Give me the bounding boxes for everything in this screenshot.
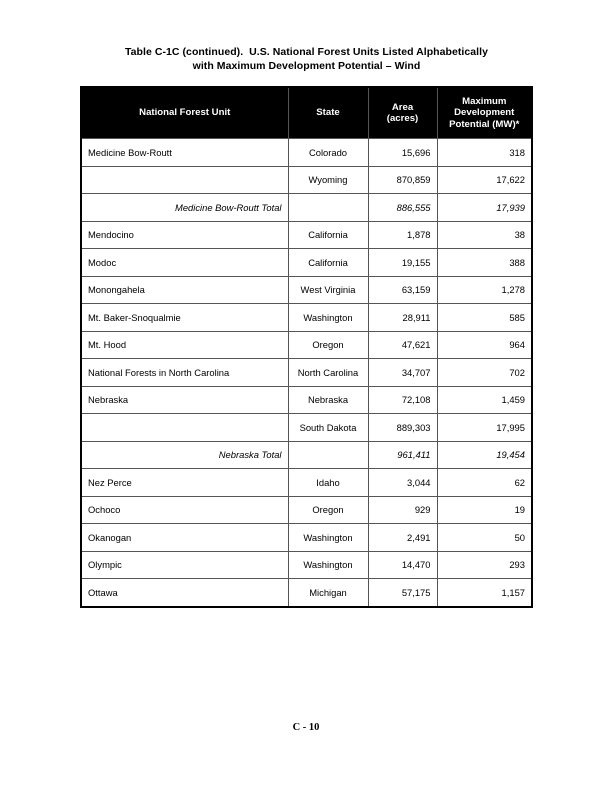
table-row xyxy=(81,276,532,304)
cell-state: California xyxy=(288,221,368,249)
cell-area: 72,108 xyxy=(368,386,437,414)
column-header-state-line-1: State xyxy=(316,107,340,119)
cell-area: 961,411 xyxy=(368,441,437,469)
page-title-line-2: with Maximum Development Potential – Wind xyxy=(192,60,421,72)
cell-mw: 17,939 xyxy=(437,194,532,222)
cell-area: 3,044 xyxy=(368,469,437,497)
cell-unit xyxy=(81,414,288,442)
cell-unit: Medicine Bow-Routt xyxy=(81,139,288,167)
cell-mw: 1,157 xyxy=(437,579,532,607)
cell-unit xyxy=(81,166,288,194)
cell-area: 929 xyxy=(368,496,437,524)
column-header-area xyxy=(368,87,437,139)
page-title-line-1: Table C-1C (continued). U.S. National Forest Units Listed Alphabetically xyxy=(124,46,489,58)
column-header-area-line-1: Area xyxy=(391,101,414,113)
cell-state: West Virginia xyxy=(288,276,368,304)
cell-area: 15,696 xyxy=(368,139,437,167)
cell-unit: National Forests in North Carolina xyxy=(81,359,288,387)
cell-unit: Nebraska Total xyxy=(81,441,288,469)
cell-unit: Olympic xyxy=(81,551,288,579)
cell-unit: Medicine Bow-Routt Total xyxy=(81,194,288,222)
cell-state: Nebraska xyxy=(288,386,368,414)
table-row xyxy=(81,221,532,249)
table-row xyxy=(81,359,532,387)
column-header-state xyxy=(288,87,368,139)
cell-area: 889,303 xyxy=(368,414,437,442)
cell-state: Washington xyxy=(288,304,368,332)
cell-area: 2,491 xyxy=(368,524,437,552)
table-row xyxy=(81,386,532,414)
table-total-row xyxy=(81,441,532,469)
cell-state: Washington xyxy=(288,551,368,579)
cell-unit: Nebraska xyxy=(81,386,288,414)
cell-unit: Mendocino xyxy=(81,221,288,249)
cell-state xyxy=(288,441,368,469)
cell-mw: 585 xyxy=(437,304,532,332)
table-row xyxy=(81,249,532,277)
cell-mw: 702 xyxy=(437,359,532,387)
cell-area: 28,911 xyxy=(368,304,437,332)
cell-unit: Mt. Baker-Snoqualmie xyxy=(81,304,288,332)
column-header-mw-line-2: Development xyxy=(454,107,515,119)
cell-area: 47,621 xyxy=(368,331,437,359)
cell-area: 1,878 xyxy=(368,221,437,249)
cell-mw: 1,278 xyxy=(437,276,532,304)
table-header-row xyxy=(81,87,532,139)
table-row xyxy=(81,469,532,497)
cell-mw: 17,622 xyxy=(437,166,532,194)
cell-state: North Carolina xyxy=(288,359,368,387)
cell-unit: Ottawa xyxy=(81,579,288,607)
page-title xyxy=(80,45,533,73)
cell-area: 34,707 xyxy=(368,359,437,387)
cell-state: Michigan xyxy=(288,579,368,607)
cell-mw: 50 xyxy=(437,524,532,552)
table-row xyxy=(81,496,532,524)
table-row xyxy=(81,524,532,552)
column-header-mw-line-3: Potential (MW)* xyxy=(449,118,520,130)
cell-state: Washington xyxy=(288,524,368,552)
cell-mw: 388 xyxy=(437,249,532,277)
cell-unit: Monongahela xyxy=(81,276,288,304)
cell-state: Colorado xyxy=(288,139,368,167)
cell-area: 57,175 xyxy=(368,579,437,607)
table-row xyxy=(81,551,532,579)
cell-unit: Modoc xyxy=(81,249,288,277)
cell-unit: Okanogan xyxy=(81,524,288,552)
cell-area: 63,159 xyxy=(368,276,437,304)
cell-mw: 318 xyxy=(437,139,532,167)
cell-mw: 17,995 xyxy=(437,414,532,442)
cell-area: 870,859 xyxy=(368,166,437,194)
cell-state: California xyxy=(288,249,368,277)
forest-units-table xyxy=(80,86,533,608)
table-row xyxy=(81,139,532,167)
cell-unit: Mt. Hood xyxy=(81,331,288,359)
column-header-max-development-potential xyxy=(437,87,532,139)
table-header xyxy=(81,87,532,139)
cell-area: 14,470 xyxy=(368,551,437,579)
cell-state: Oregon xyxy=(288,331,368,359)
cell-mw: 1,459 xyxy=(437,386,532,414)
cell-mw: 19 xyxy=(437,496,532,524)
cell-state: Idaho xyxy=(288,469,368,497)
table-row xyxy=(81,331,532,359)
page-number-footer: C - 10 xyxy=(292,722,320,733)
cell-mw: 19,454 xyxy=(437,441,532,469)
table-row xyxy=(81,166,532,194)
cell-unit: Nez Perce xyxy=(81,469,288,497)
cell-state: Oregon xyxy=(288,496,368,524)
column-header-national-forest-unit xyxy=(81,87,288,139)
table-row xyxy=(81,579,532,607)
cell-mw: 62 xyxy=(437,469,532,497)
column-header-unit-line-1: National Forest Unit xyxy=(139,107,231,119)
table-total-row xyxy=(81,194,532,222)
table-row xyxy=(81,414,532,442)
cell-mw: 293 xyxy=(437,551,532,579)
cell-state: South Dakota xyxy=(288,414,368,442)
cell-area: 19,155 xyxy=(368,249,437,277)
cell-unit: Ochoco xyxy=(81,496,288,524)
column-header-area-line-2: (acres) xyxy=(386,113,419,124)
table-row xyxy=(81,304,532,332)
column-header-mw-line-1: Maximum xyxy=(462,95,507,107)
table-body xyxy=(81,139,532,607)
cell-mw: 38 xyxy=(437,221,532,249)
cell-area: 886,555 xyxy=(368,194,437,222)
cell-state: Wyoming xyxy=(288,166,368,194)
cell-state xyxy=(288,194,368,222)
cell-mw: 964 xyxy=(437,331,532,359)
